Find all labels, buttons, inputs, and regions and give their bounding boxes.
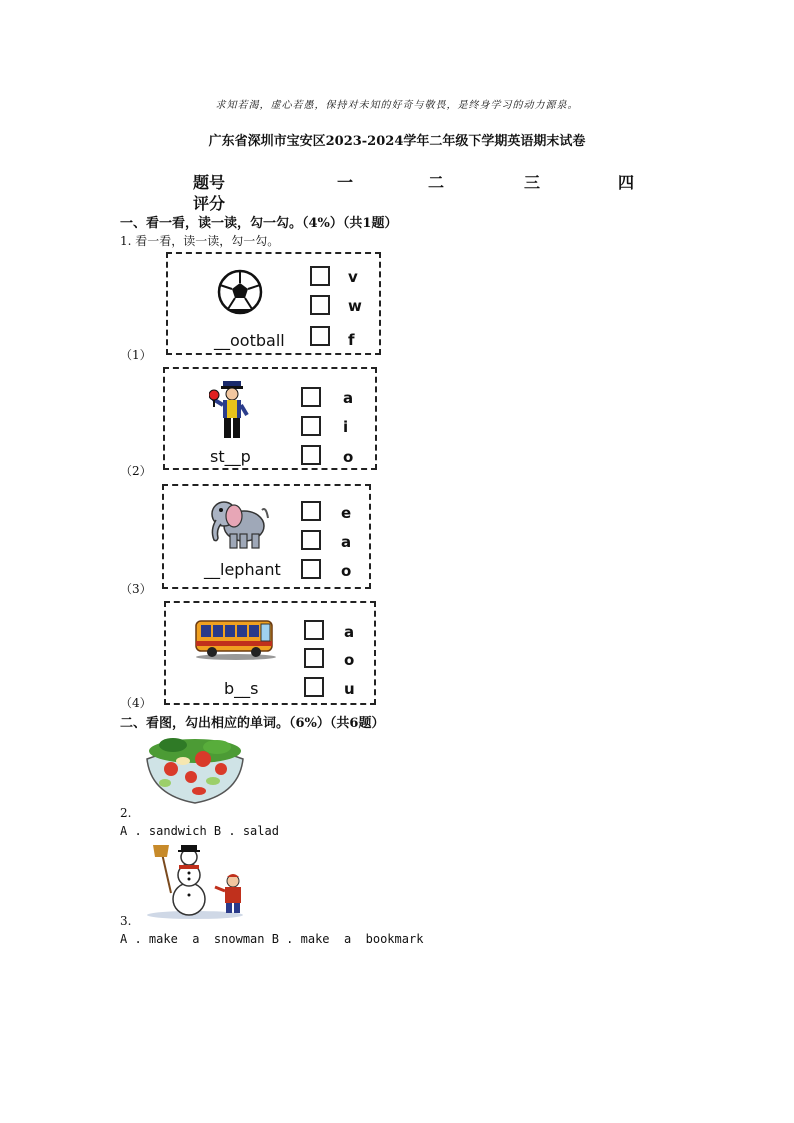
option-checkbox[interactable]: [310, 266, 330, 286]
option-letter: v: [348, 268, 358, 286]
item-number: （4）: [120, 696, 152, 710]
score-column-1: 一: [337, 173, 354, 192]
traffic-police-icon: [209, 379, 255, 441]
option-checkbox[interactable]: [304, 677, 324, 697]
question-2-options: A . sandwich B . salad: [120, 824, 279, 838]
item-word: __ootball: [214, 331, 285, 350]
item-number: （2）: [120, 464, 152, 478]
option-checkbox[interactable]: [301, 530, 321, 550]
option-letter: o: [341, 562, 352, 580]
score-column-2: 二: [428, 173, 445, 192]
elephant-icon: [208, 494, 270, 552]
option-letter: f: [348, 331, 355, 349]
option-checkbox[interactable]: [301, 387, 321, 407]
option-letter: a: [344, 623, 355, 641]
question-3-number: 3.: [120, 914, 132, 928]
motto: 求知若渴，虚心若愚，保持对未知的好奇与敬畏，是终身学习的动力源泉。: [215, 100, 579, 111]
option-checkbox[interactable]: [304, 620, 324, 640]
option-checkbox[interactable]: [301, 445, 321, 465]
option-letter: u: [344, 680, 355, 698]
option-checkbox[interactable]: [301, 416, 321, 436]
question-number-label: 题号: [193, 173, 226, 192]
option-checkbox[interactable]: [310, 326, 330, 346]
question-1-text: 1. 看一看，读一读，勾一勾。: [120, 234, 280, 248]
option-checkbox[interactable]: [301, 559, 321, 579]
item-card-4: [164, 601, 376, 705]
option-checkbox[interactable]: [310, 295, 330, 315]
option-letter: e: [341, 504, 352, 522]
item-number: （3）: [120, 582, 152, 596]
score-label: 评分: [193, 194, 226, 213]
score-column-4: 四: [618, 173, 635, 192]
item-word: st__p: [210, 447, 251, 466]
option-letter: o: [343, 448, 354, 466]
option-letter: o: [344, 651, 355, 669]
section1-title: 一、看一看，读一读，勾一勾。（4%）（共1题）: [120, 216, 398, 231]
item-word: b__s: [224, 679, 259, 698]
option-letter: w: [348, 297, 362, 315]
exam-title: 广东省深圳市宝安区2023-2024学年二年级下学期英语期末试卷: [208, 134, 586, 149]
item-card-2: [163, 367, 377, 470]
question-2-number: 2.: [120, 806, 132, 820]
item-word: __lephant: [204, 560, 281, 579]
soccer-ball-icon: [216, 268, 264, 316]
question-3-options: A . make a snowman B . make a bookmark: [120, 932, 424, 946]
score-column-3: 三: [524, 173, 541, 192]
item-number: （1）: [120, 348, 152, 362]
salad-bowl-icon: [143, 733, 247, 807]
bus-icon: [192, 615, 278, 661]
option-checkbox[interactable]: [301, 501, 321, 521]
item-card-1: [166, 252, 381, 355]
option-checkbox[interactable]: [304, 648, 324, 668]
snowman-icon: [145, 843, 249, 919]
option-letter: i: [343, 418, 349, 436]
section2-title: 二、看图，勾出相应的单词。（6%）（共6题）: [120, 716, 385, 731]
option-letter: a: [341, 533, 352, 551]
option-letter: a: [343, 389, 354, 407]
item-card-3: [162, 484, 371, 589]
